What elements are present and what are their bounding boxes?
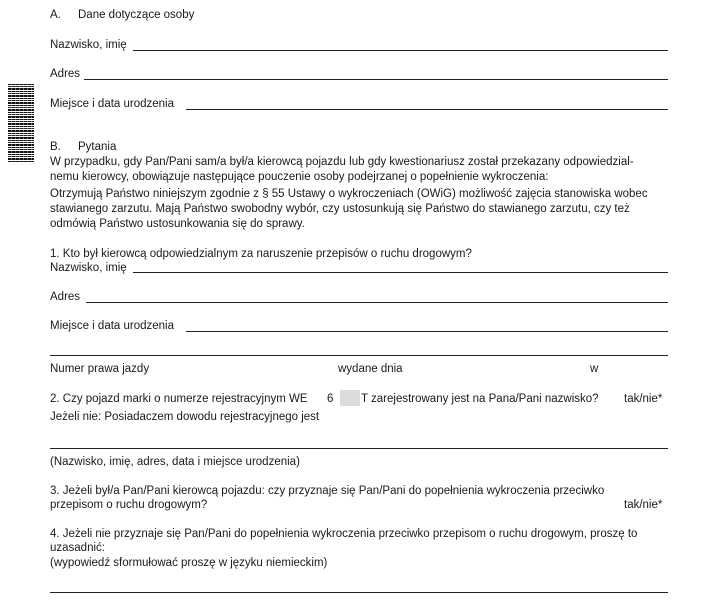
- question-4-line: uzasadnić:: [50, 542, 105, 554]
- redacted-plate-block: [340, 390, 360, 406]
- section-b-letter: B.: [50, 141, 61, 153]
- driver-address-field[interactable]: [86, 302, 668, 303]
- question-2-text-end: T zarejestrowany jest na Pana/Pani nazwisko?: [361, 393, 599, 405]
- person-name-field[interactable]: [133, 50, 668, 51]
- section-a-letter: A.: [50, 9, 61, 21]
- person-address-field[interactable]: [84, 79, 668, 80]
- section-b-intro-line: W przypadku, gdy Pan/Pani sam/a był/a kierowcą pojazdu lub gdy kwestionariusz został przekazany odpowiedzial-: [50, 156, 634, 168]
- question-2-answer-option[interactable]: tak/nie*: [624, 393, 663, 405]
- section-a-title: Dane dotyczące osoby: [78, 9, 195, 21]
- driver-birth-field[interactable]: [186, 331, 668, 332]
- owner-field[interactable]: [50, 448, 668, 449]
- section-b-intro-line: nemu kierowcy, obowiązuje następujące pouczenie osoby podejrzanej o popełnienie wykroczenia:: [50, 171, 549, 183]
- person-name-label: Nazwisko, imię: [50, 39, 127, 51]
- barcode-image: [8, 84, 34, 162]
- section-b-notice-line: odmówią Państwo ustosunkowania się do sprawy.: [50, 218, 305, 230]
- question-4-instruction: (wypowiedź sformułować proszę w języku niemieckim): [50, 557, 328, 569]
- driver-address-label: Adres: [50, 291, 81, 303]
- driver-license-field[interactable]: [50, 355, 668, 356]
- owner-caption: (Nazwisko, imię, adres, data i miejsce urodzenia): [50, 456, 300, 468]
- question-2-text-start: 2. Czy pojazd marki o numerze rejestracyjnym WE: [50, 393, 308, 405]
- driver-name-field[interactable]: [133, 272, 668, 273]
- justification-field[interactable]: [50, 592, 668, 593]
- question-3-line: 3. Jeżeli był/a Pan/Pani kierowcą pojazdu: czy przyznaje się Pan/Pani do popełnienia wykroczenia przeciwko: [50, 485, 605, 497]
- section-b-notice-line: Otrzymują Państwo niniejszym zgodnie z § 55 Ustawy o wykroczeniach (OWiG) możliwość zajęcia stanowiska wobec: [50, 188, 648, 200]
- person-address-label: Adres: [50, 68, 81, 80]
- license-number-label: Numer prawa jazdy: [50, 363, 150, 375]
- question-3-answer-option[interactable]: tak/nie*: [624, 499, 663, 511]
- person-birth-field[interactable]: [186, 109, 668, 110]
- owner-label: Jeżeli nie: Posiadaczem dowodu rejestracyjnego jest: [50, 411, 320, 423]
- person-birth-label: Miejsce i data urodzenia: [50, 98, 175, 110]
- section-b-notice-line: stawianego zarzutu. Mają Państwo swobodny wybór, czy ustosunkują się Państwo do stawianego zarzutu, czy też: [50, 203, 630, 215]
- driver-name-label: Nazwisko, imię: [50, 262, 127, 274]
- issued-place-label: w: [590, 363, 599, 375]
- question-2-plate-digit: 6: [327, 393, 334, 405]
- driver-birth-label: Miejsce i data urodzenia: [50, 320, 175, 332]
- section-b-title: Pytania: [78, 141, 117, 153]
- question-3-line: przepisom o ruchu drogowym?: [50, 499, 208, 511]
- question-1-text: 1. Kto był kierowcą odpowiedzialnym za naruszenie przepisów o ruchu drogowym?: [50, 248, 472, 260]
- question-4-line: 4. Jeżeli nie przyznaje się Pan/Pani do popełnienia wykroczenia przeciwko przepisom o ruchu drogowym, proszę to: [50, 528, 638, 540]
- issued-date-label: wydane dnia: [338, 363, 403, 375]
